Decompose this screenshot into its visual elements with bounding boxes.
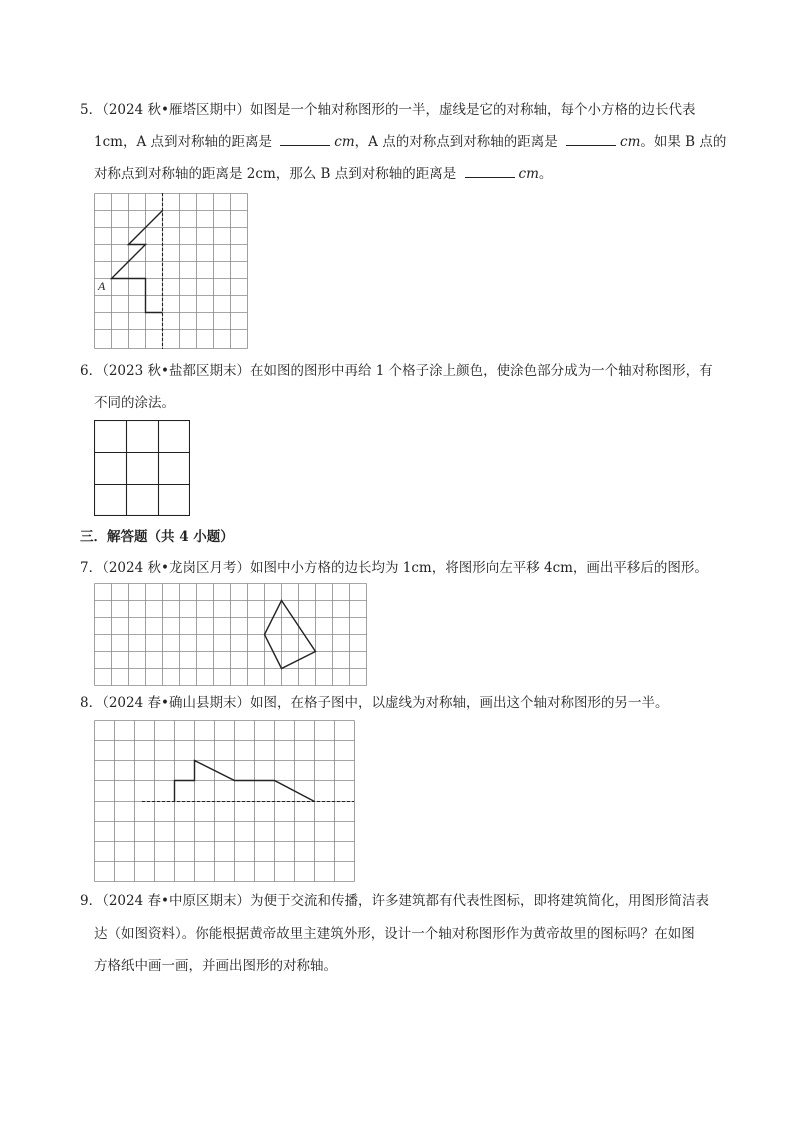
q9-line3: 方格纸中画一画，并画出图形的对称轴。 xyxy=(94,958,337,974)
q5-answer-blank-1[interactable] xyxy=(280,133,330,146)
q5-line1: 5．（2024 秋•雁塔区期中）如图是一个轴对称图形的一半，虚线是它的对称轴，每个小方格的边长代表 xyxy=(80,102,696,118)
q5-line3 xyxy=(94,164,734,184)
q7-grid-figure xyxy=(94,583,367,686)
q5-line2 xyxy=(94,132,734,152)
q5-unit-1: cm xyxy=(334,134,355,150)
q5-answer-blank-3[interactable] xyxy=(465,165,515,178)
q5-line2-a: 1cm，A 点到对称轴的距离是 xyxy=(94,134,272,150)
q8-text: 8．（2024 春•确山县期末）如图，在格子图中，以虚线为对称轴，画出这个轴对称图形的另一半。 xyxy=(80,695,669,711)
q6-cell-1[interactable] xyxy=(95,421,126,452)
q9-line2: 达（如图资料）。你能根据黄帝故里主建筑外形，设计一个轴对称图形作为黄帝故里的图标吗？在如图 xyxy=(94,926,695,942)
q5-grid-figure xyxy=(94,193,248,349)
q5-line2-c: 。如果 B 点的 xyxy=(640,134,727,150)
q7-grid-lines xyxy=(95,584,367,686)
q5-line3-a: 对称点到对称轴的距离是 2cm，那么 B 点到对称轴的距离是 xyxy=(94,166,457,182)
q5-unit-2: cm xyxy=(620,134,641,150)
q5-grid-lines xyxy=(95,194,248,349)
q6-grid-figure xyxy=(94,420,190,516)
q5-line2-b: ，A 点的对称点到对称轴的距离是 xyxy=(354,134,558,150)
q5-unit-3: cm xyxy=(518,166,539,182)
q6-line2: 不同的涂法。 xyxy=(94,395,175,411)
q7-text: 7．（2024 秋•龙岗区月考）如图中小方格的边长均为 1cm，将图形向左平移 4cm，画出平移后的图形。 xyxy=(80,560,708,576)
q9-line1: 9．（2024 春•中原区期末）为便于交流和传播，许多建筑都有代表性图标，即将建筑简化，用图形简洁表 xyxy=(80,893,709,909)
q6-line1: 6．（2023 秋•盐都区期末）在如图的图形中再给 1 个格子涂上颜色，使涂色部分成为一个轴对称图形，有 xyxy=(80,363,713,379)
q5-answer-blank-2[interactable] xyxy=(566,133,616,146)
q8-grid-figure xyxy=(94,720,355,882)
q8-half-figure xyxy=(175,761,315,802)
q5-line3-end: 。 xyxy=(538,166,553,182)
q5-point-a-label: A xyxy=(98,279,106,293)
section-3-heading: 三．解答题（共 4 小题） xyxy=(80,529,234,545)
